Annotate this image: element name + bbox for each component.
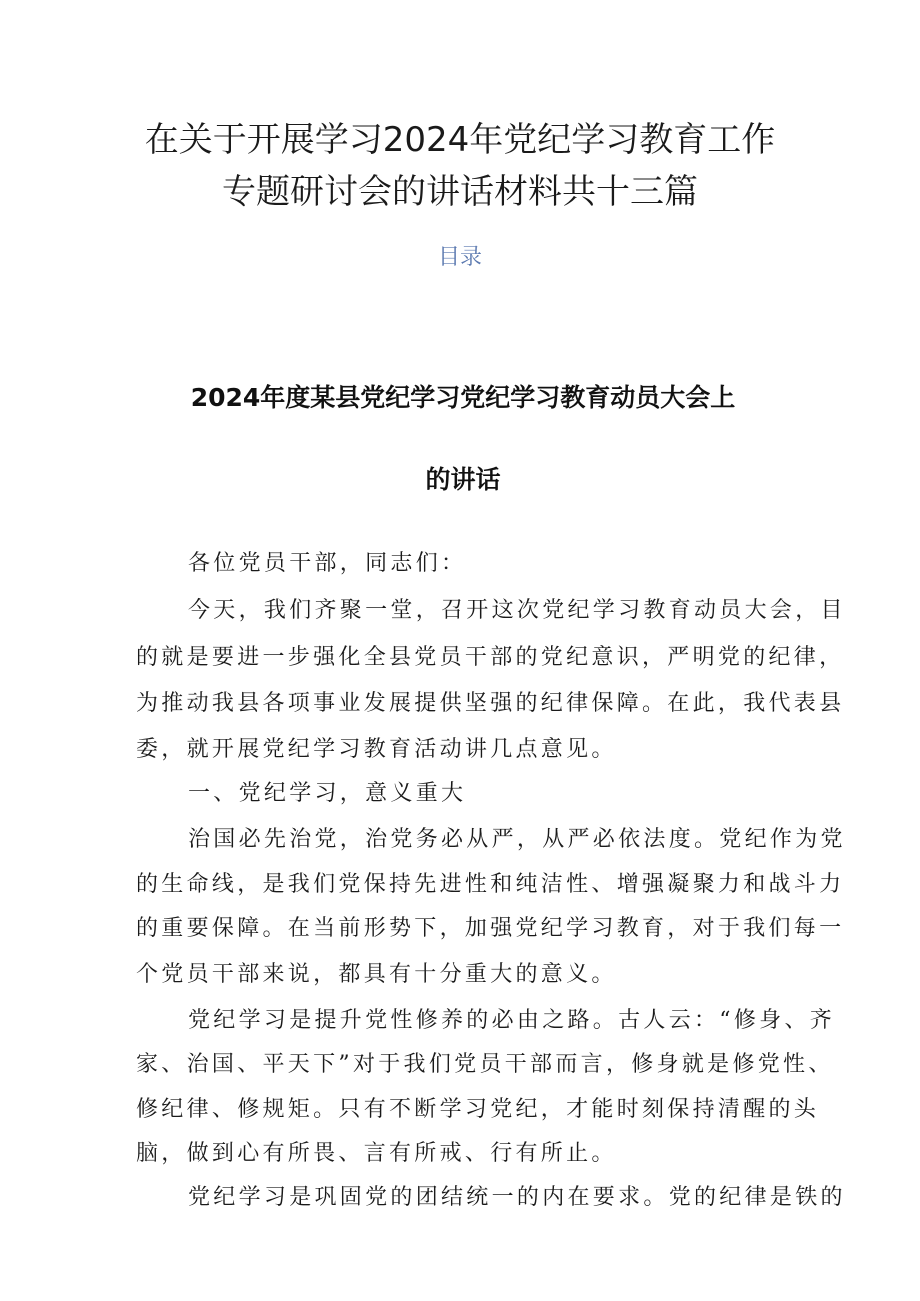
- document-title-line-1: 在关于开展学习2024年党纪学习教育工作: [144, 120, 776, 160]
- body-line: 治国必先治党，治党务必从严，从严必依法度。党纪作为党: [188, 827, 846, 852]
- body-line: 党纪学习是提升党性修养的必由之路。古人云：“修身、齐: [188, 1008, 836, 1033]
- body-line: 脑，做到心有所畏、言有所戒、行有所止。: [136, 1141, 617, 1166]
- body-line: 家、治国、平天下”对于我们党员干部而言，修身就是修党性、: [136, 1052, 834, 1077]
- body-line: 个党员干部来说，都具有十分重大的意义。: [136, 962, 617, 987]
- body-line: 的就是要进一步强化全县党员干部的党纪意识，严明党的纪律，: [136, 645, 845, 670]
- table-of-contents-link[interactable]: 目录: [437, 245, 482, 270]
- body-line: 修纪律、修规矩。只有不断学习党纪，才能时刻保持清醒的头: [136, 1097, 820, 1122]
- body-line: 为推动我县各项事业发展提供坚强的纪律保障。在此，我代表县: [136, 691, 845, 716]
- body-line: 一、党纪学习，意义重大: [188, 781, 467, 806]
- document-title-line-2: 专题研讨会的讲话材料共十三篇: [222, 172, 698, 212]
- body-line: 的生命线，是我们党保持先进性和纯洁性、增强凝聚力和战斗力: [136, 872, 845, 897]
- body-line: 委，就开展党纪学习教育活动讲几点意见。: [136, 737, 617, 762]
- body-line: 今天，我们齐聚一堂，召开这次党纪学习教育动员大会，目: [188, 598, 846, 623]
- body-line: 的重要保障。在当前形势下，加强党纪学习教育，对于我们每一: [136, 916, 845, 941]
- body-line: 各位党员干部，同志们：: [188, 551, 467, 576]
- section-title-line-1: 2024年度某县党纪学习党纪学习教育动员大会上: [190, 383, 736, 412]
- body-line: 党纪学习是巩固党的团结统一的内在要求。党的纪律是铁的: [188, 1185, 846, 1210]
- section-title-line-2: 的讲话: [425, 465, 501, 494]
